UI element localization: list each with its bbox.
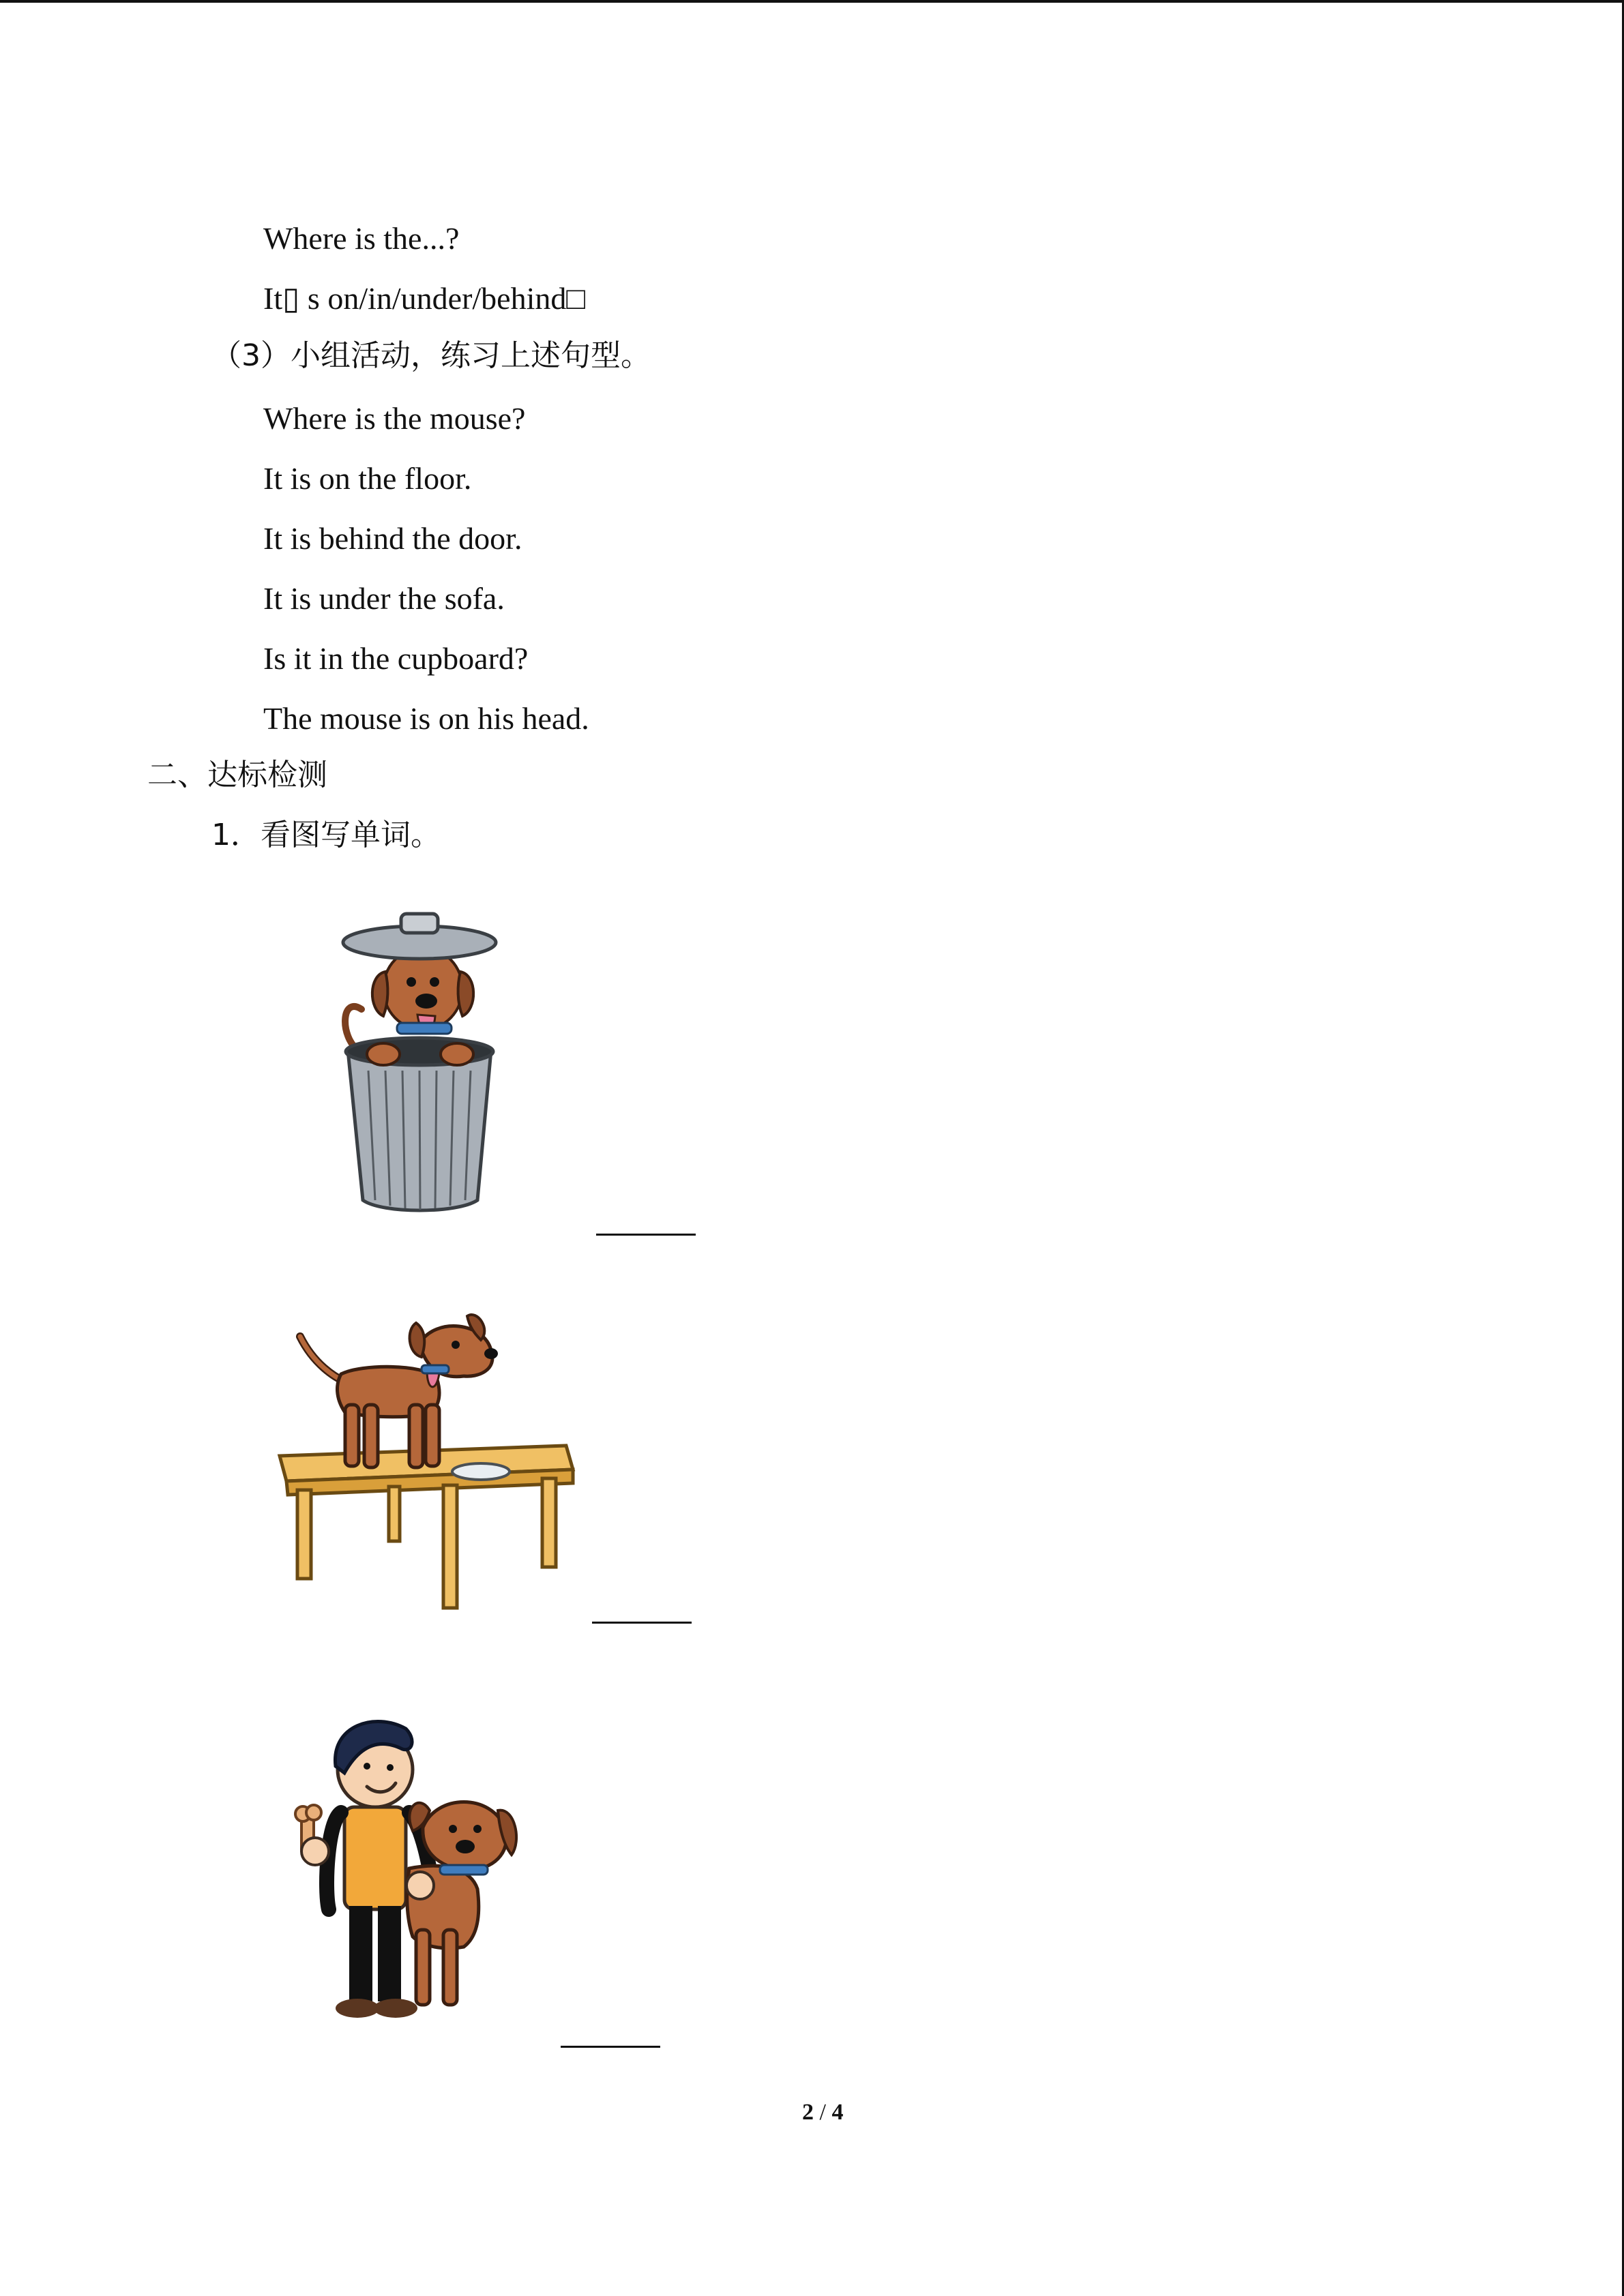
section-heading-2: 二、达标检测 xyxy=(147,758,327,792)
line-in-the-cupboard: Is it in the cupboard? xyxy=(263,641,529,676)
answer-blank-2[interactable] xyxy=(592,1622,692,1624)
line-on-the-floor: It is on the floor. xyxy=(263,461,472,496)
page-current: 2 xyxy=(802,2100,814,2125)
page-top-border xyxy=(0,0,1624,3)
answer-blank-3[interactable] xyxy=(561,2046,660,2048)
page-total: 4 xyxy=(831,2100,844,2125)
answer-blank-1[interactable] xyxy=(596,1234,696,1236)
dog-in-bin-illustration xyxy=(321,900,525,1221)
question-1-title: 1．看图写单词。 xyxy=(211,818,441,852)
line-under-the-sofa: It is under the sofa. xyxy=(263,581,505,616)
line-behind-the-door: It is behind the door. xyxy=(263,521,522,556)
line-mouse-on-his-head: The mouse is on his head. xyxy=(263,701,589,736)
line-group-activity: （3）小组活动，练习上述句型。 xyxy=(211,338,651,373)
page-number xyxy=(802,2100,843,2126)
line-its-on-in-under-behind: It▯ s on/in/under/behind□ xyxy=(263,281,586,316)
line-where-is-the-mouse: Where is the mouse? xyxy=(263,401,526,436)
boy-and-dog-illustration xyxy=(286,1712,546,2032)
dog-on-table-illustration xyxy=(273,1302,587,1616)
line-where-is-the: Where is the...? xyxy=(263,221,460,256)
page-separator: / xyxy=(814,2100,832,2125)
